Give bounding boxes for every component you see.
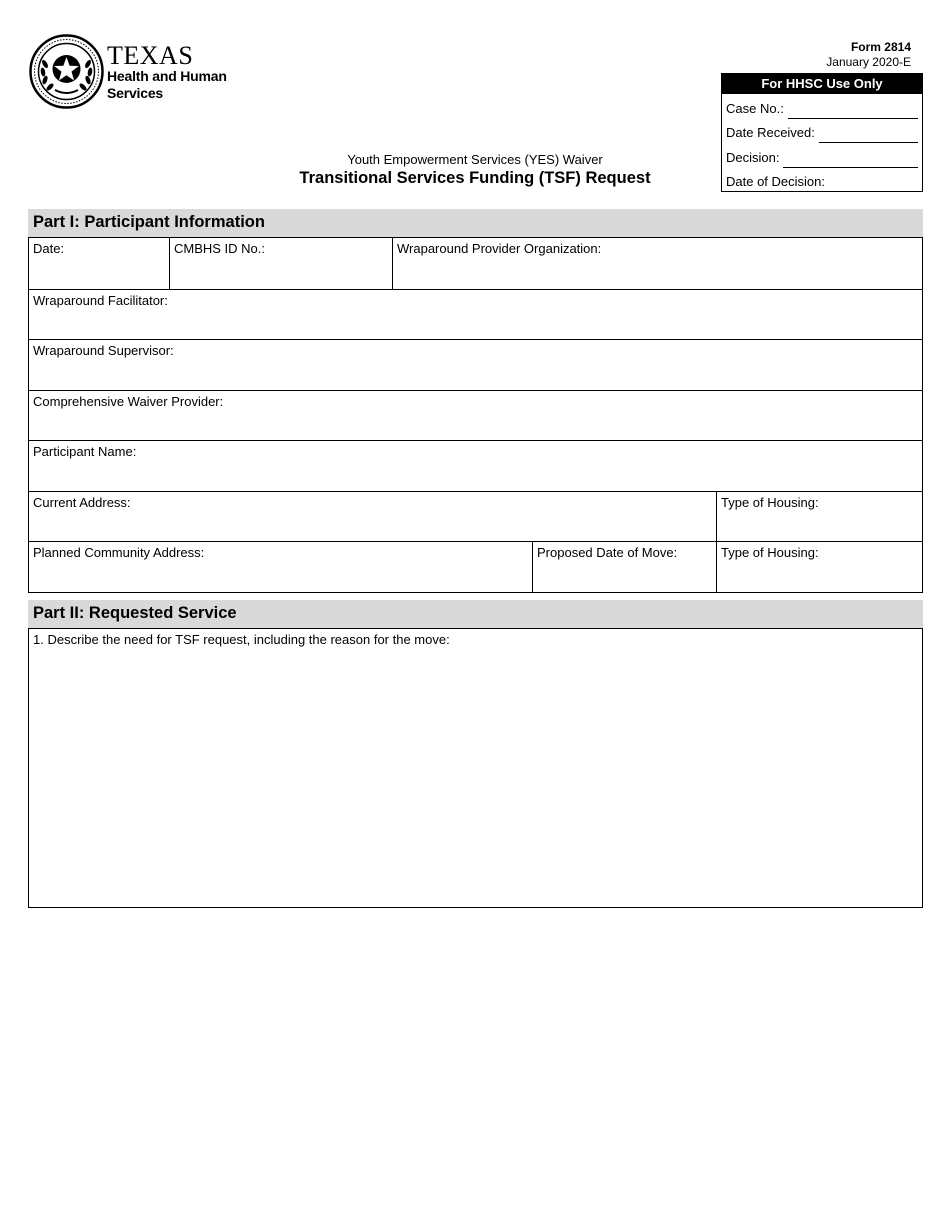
move-date-label: Proposed Date of Move: — [537, 545, 678, 560]
cmbhs-id-field[interactable] — [169, 238, 392, 289]
table-row — [29, 339, 922, 390]
housing-type-field-2[interactable] — [716, 542, 922, 592]
table-row — [29, 440, 922, 491]
part2-heading: Part II: Requested Service — [28, 600, 923, 628]
form-title: Transitional Services Funding (TSF) Request — [299, 169, 651, 187]
part1-heading: Part I: Participant Information — [28, 209, 923, 237]
housing-type-field-1[interactable] — [716, 492, 922, 542]
date-label: Date: — [33, 241, 65, 256]
date-of-decision-label: Date of Decision: — [726, 174, 825, 189]
case-no-field[interactable] — [722, 94, 922, 119]
provider-org-field[interactable] — [392, 238, 922, 289]
form-subtitle: Youth Empowerment Services (YES) Waiver — [347, 152, 603, 167]
table-row — [29, 541, 922, 592]
date-received-line[interactable] — [819, 119, 918, 144]
agency-name-line2: Health and Human — [107, 68, 227, 84]
table-row — [29, 289, 922, 340]
participant-name-field[interactable] — [29, 441, 922, 491]
cmbhs-id-label: CMBHS ID No.: — [174, 241, 266, 256]
agency-name — [107, 41, 227, 102]
table-row — [29, 491, 922, 542]
planned-address-field[interactable] — [29, 542, 532, 592]
table-row — [29, 390, 922, 441]
supervisor-field[interactable] — [29, 340, 922, 390]
agency-name-line1: TEXAS — [107, 41, 194, 70]
decision-label: Decision: — [726, 149, 780, 165]
date-received-label: Date Received: — [726, 125, 815, 140]
move-date-field[interactable] — [532, 542, 716, 592]
waiver-provider-field[interactable] — [29, 391, 922, 441]
housing-type-label-2: Type of Housing: — [721, 545, 819, 560]
supervisor-label: Wraparound Supervisor: — [33, 343, 174, 358]
tsf-need-question: 1. Describe the need for TSF request, including the reason for the move: — [33, 632, 450, 647]
case-no-label: Case No.: — [726, 100, 784, 116]
date-received-field[interactable] — [722, 119, 922, 144]
agency-logo — [29, 34, 229, 110]
waiver-provider-label: Comprehensive Waiver Provider: — [33, 393, 224, 409]
facilitator-label: Wraparound Facilitator: — [33, 292, 168, 308]
table-row — [29, 238, 922, 289]
agency-name-line3: Services — [107, 85, 164, 101]
tsf-need-description-field[interactable] — [28, 628, 923, 908]
texas-seal-icon — [29, 34, 104, 109]
current-address-label: Current Address: — [33, 494, 131, 510]
provider-org-label: Wraparound Provider Organization: — [397, 241, 602, 256]
current-address-field[interactable] — [29, 492, 716, 542]
participant-name-label: Participant Name: — [33, 444, 137, 459]
hhsc-box-title: For HHSC Use Only — [722, 74, 922, 94]
planned-address-label: Planned Community Address: — [33, 545, 205, 560]
facilitator-field[interactable] — [29, 290, 922, 340]
case-no-line[interactable] — [788, 94, 918, 119]
form-number: Form 2814 — [850, 40, 911, 54]
housing-type-label-1: Type of Housing: — [721, 494, 819, 510]
date-field[interactable] — [29, 238, 169, 289]
form-date: January 2020-E — [826, 55, 911, 69]
participant-info-table — [28, 237, 923, 593]
